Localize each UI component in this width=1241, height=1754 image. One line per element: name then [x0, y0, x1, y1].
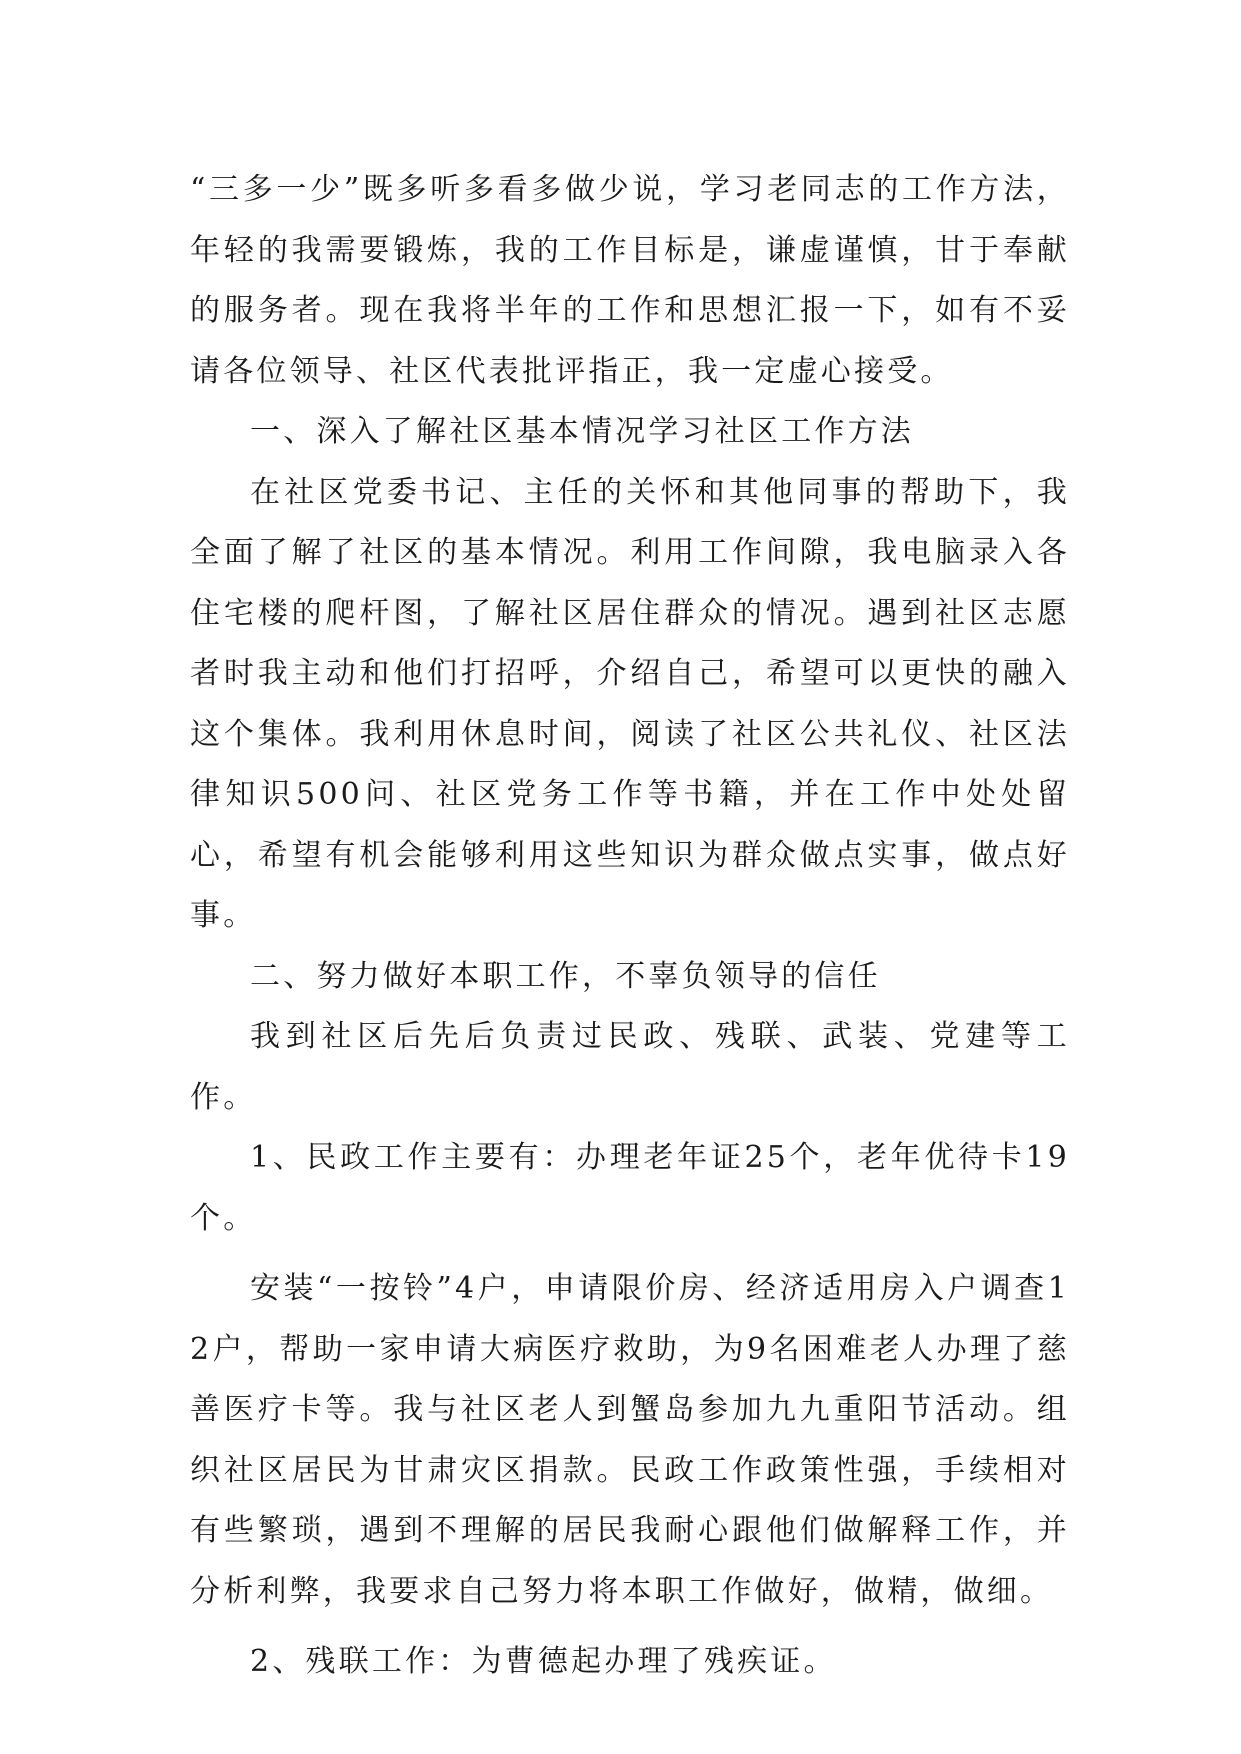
- paragraph-responsibilities: 我到社区后先后负责过民政、残联、武装、党建等工作。: [190, 1019, 1070, 1115]
- heading-section-1: 一、深入了解社区基本情况学习社区工作方法: [250, 414, 914, 449]
- document-body: [190, 160, 1070, 1693]
- paragraph-intro: “三多一少”既多听多看多做少说，学习老同志的工作方法，年轻的我需要锻炼，我的工作目标是，谦虚谨慎，甘于奉献的服务者。现在我将半年的工作和思想汇报一下，如有不妥请各位领导、社区代表批评指正，我一定虚心接受。: [190, 172, 1070, 389]
- paragraph-civil-affairs: 1、民政工作主要有：办理老年证25个，老年优待卡19个。: [190, 1140, 1070, 1236]
- paragraph-civil-affairs-details: 安装“一按铃”4户，申请限价房、经济适用房入户调查12户，帮助一家申请大病医疗救助，为9名困难老人办理了慈善医疗卡等。我与社区老人到蟹岛参加九九重阳节活动。组织社区居民为甘肃灾区捐款。民政工作政策性强，手续相对有些繁琐，遇到不理解的居民我耐心跟他们做解释工作，并分析利弊，我要求自己努力将本职工作做好，做精，做细。: [190, 1271, 1070, 1609]
- heading-section-2: 二、努力做好本职工作，不辜负领导的信任: [250, 958, 881, 994]
- paragraph-section-1: 在社区党委书记、主任的关怀和其他同事的帮助下，我全面了解了社区的基本情况。利用工作间隙，我电脑录入各住宅楼的爬杆图，了解社区居住群众的情况。遇到社区志愿者时我主动和他们打招呼，介绍自己，希望可以更快的融入这个集体。我利用休息时间，阅读了社区公共礼仪、社区法律知识500问、社区党务工作等书籍，并在工作中处处留心，希望有机会能够利用这些知识为群众做点实事，做点好事。: [190, 474, 1070, 933]
- paragraph-disability-work: 2、残联工作：为曹德起办理了残疾证。: [250, 1644, 837, 1679]
